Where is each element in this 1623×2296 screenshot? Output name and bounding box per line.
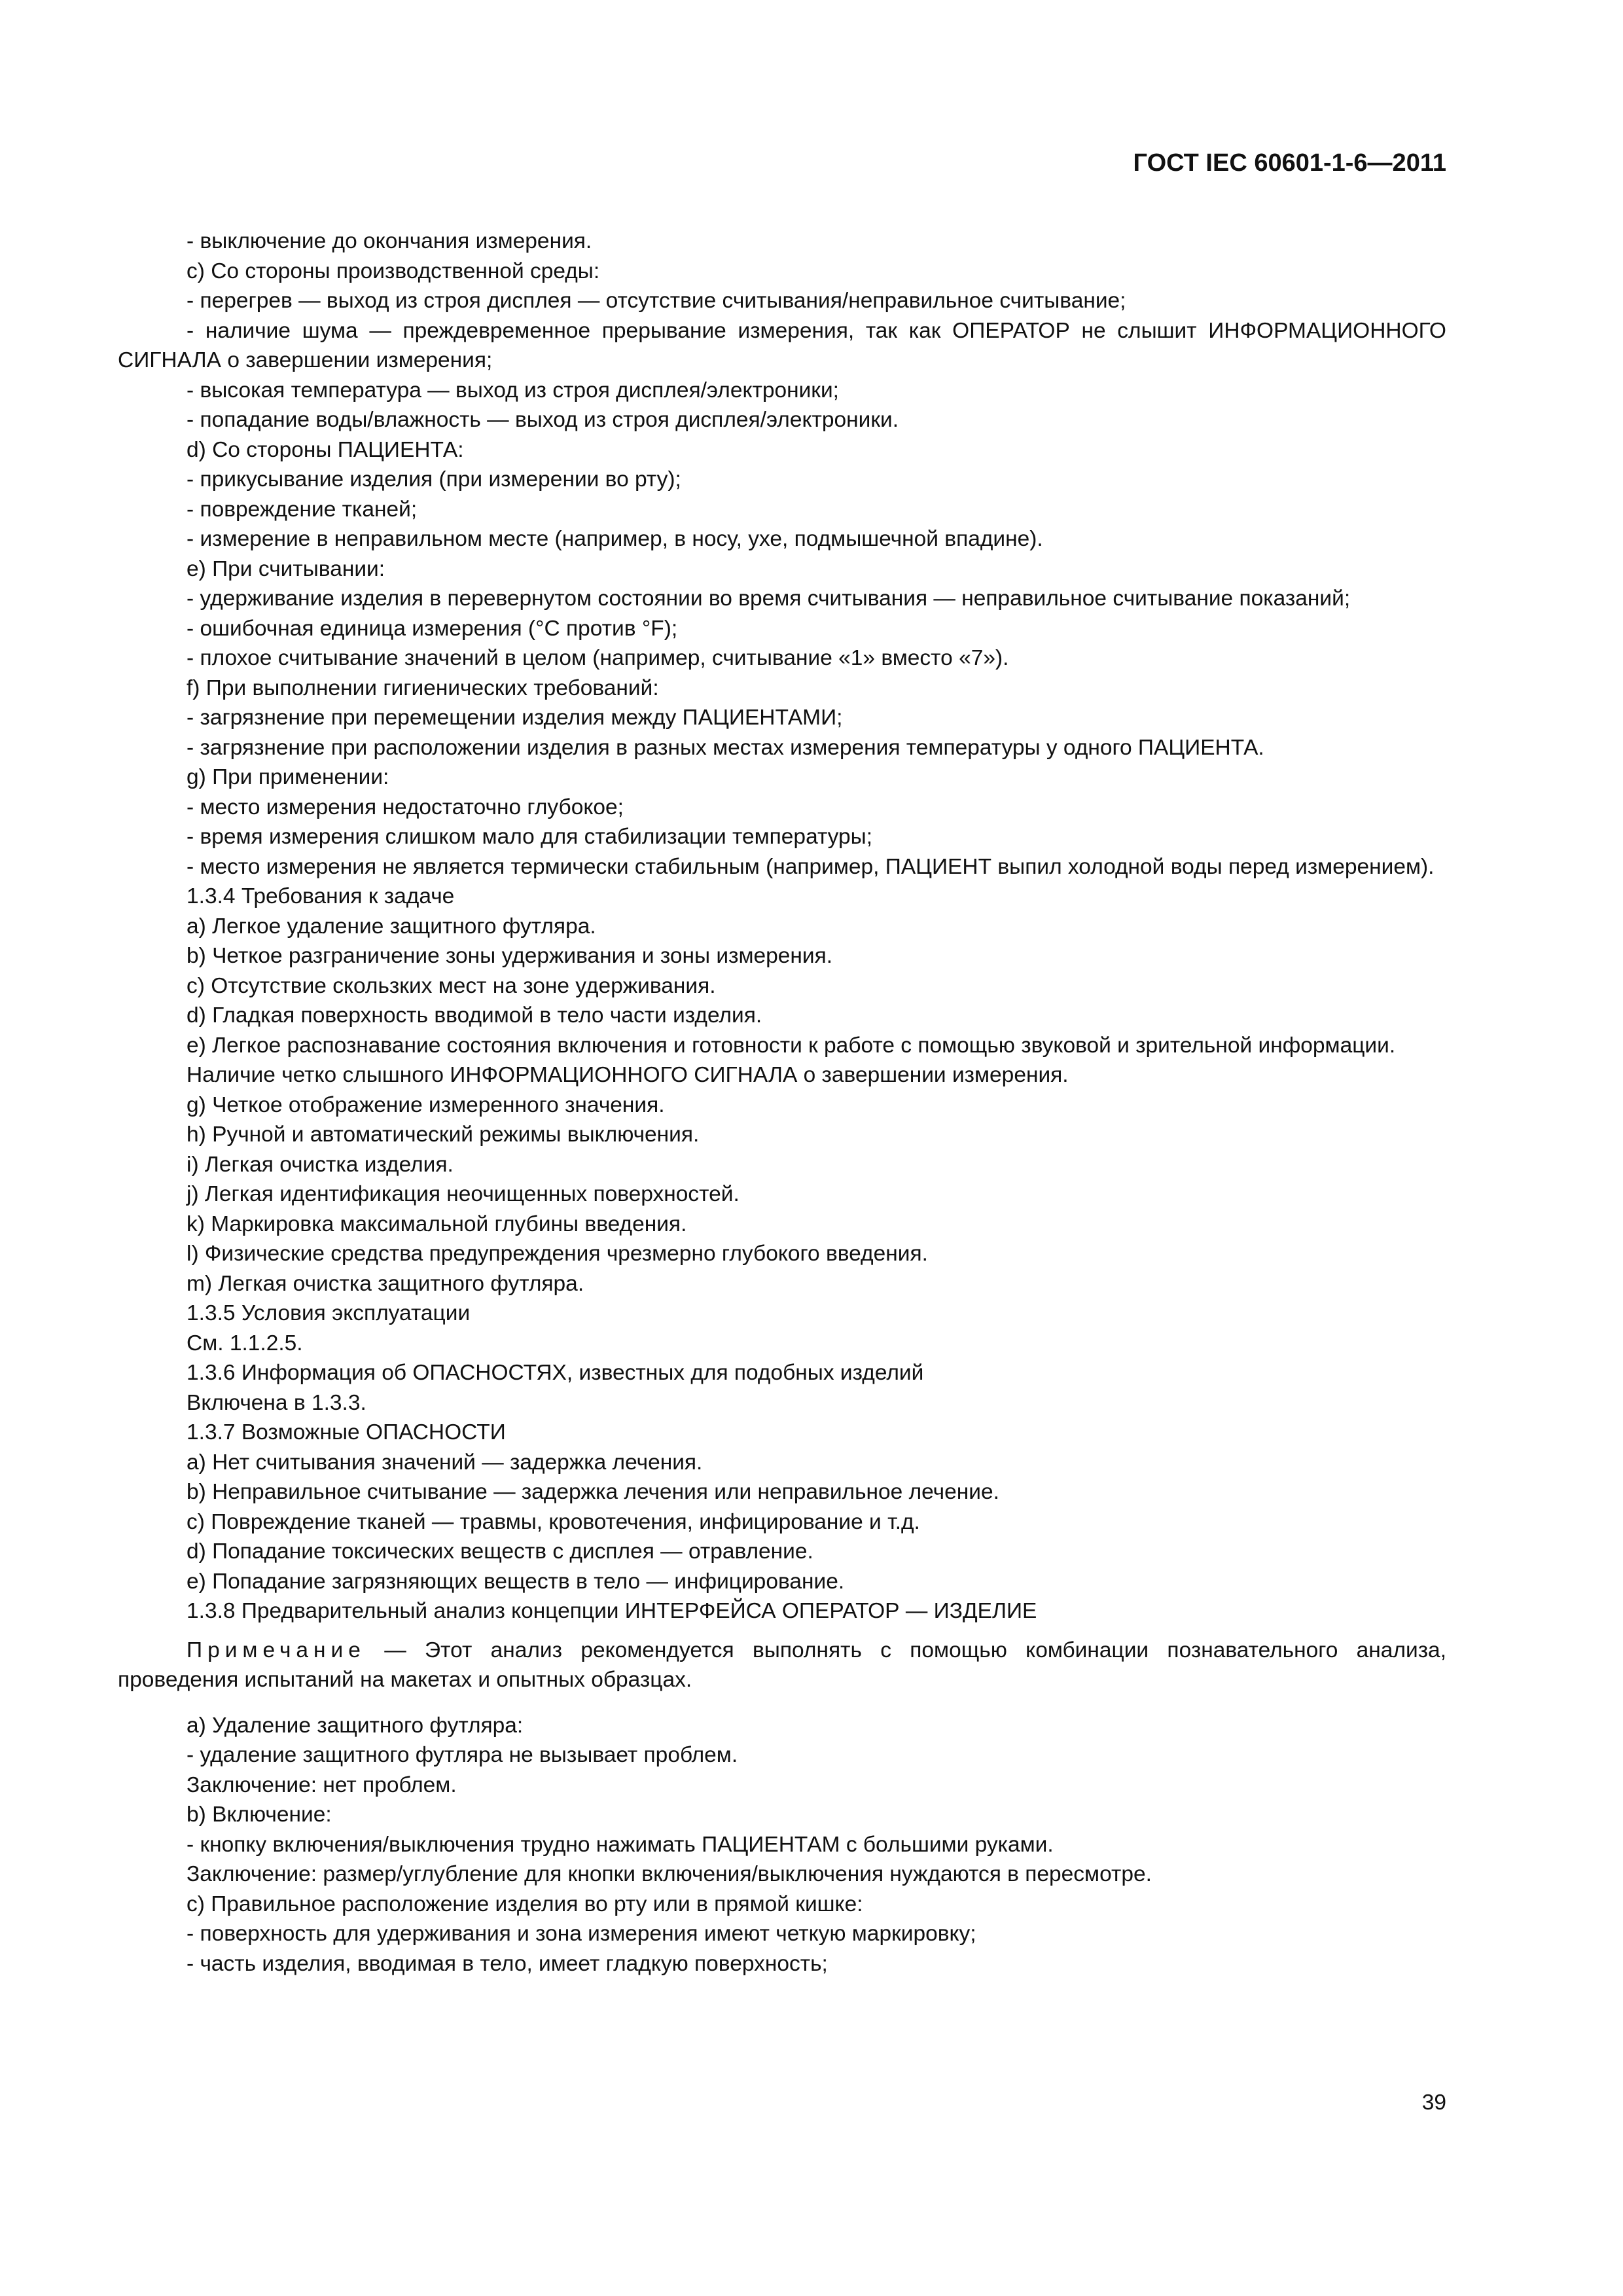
text-line: - выключение до окончания измерения.	[187, 229, 592, 253]
text-line: - поверхность для удерживания и зона измерения имеют четкую маркировку;	[187, 1922, 976, 1946]
text-line: c) Со стороны производственной среды:	[187, 259, 600, 283]
text-line: Наличие четко слышного ИНФОРМАЦИОННОГО СИГНАЛА о завершении измерения.	[187, 1063, 1069, 1087]
text-line: c) Отсутствие скользких мест на зоне удерживания.	[187, 973, 716, 998]
text-paragraph: - наличие шума — преждевременное прерывание измерения, так как ОПЕРАТОР не слышит ИНФОРМАЦИОННОГО СИГНАЛА о завершении измерения;	[118, 318, 1446, 372]
text-line: l) Физические средства предупреждения чрезмерно глубокого введения.	[187, 1242, 928, 1266]
text-line: a) Удаление защитного футляра:	[187, 1713, 524, 1738]
text-line: - время измерения слишком мало для стабилизации температуры;	[187, 825, 873, 849]
text-line: Заключение: нет проблем.	[187, 1772, 457, 1797]
text-line: b) Включение:	[187, 1803, 332, 1827]
text-line: f) При выполнении гигиенических требований:	[187, 675, 659, 700]
text-line: - загрязнение при перемещении изделия между ПАЦИЕНТАМИ;	[187, 706, 843, 730]
text-line: d) Гладкая поверхность вводимой в тело части изделия.	[187, 1003, 762, 1028]
section-heading: 1.3.8 Предварительный анализ концепции ИНТЕРФЕЙСА ОПЕРАТОР — ИЗДЕЛИЕ	[187, 1599, 1037, 1623]
text-line: - плохое считывание значений в целом (например, считывание «1» вместо «7»).	[187, 646, 1009, 670]
note-text: — Этот анализ рекомендуется выполнять с помощью комбинации познавательного анализа, проведения испытаний на макетах и опытных образцах.	[118, 1638, 1446, 1692]
text-line: Включена в 1.3.3.	[187, 1390, 366, 1415]
text-line: - кнопку включения/выключения трудно нажимать ПАЦИЕНТАМ с большими руками.	[187, 1832, 1054, 1857]
text-line: m) Легкая очистка защитного футляра.	[187, 1271, 584, 1296]
text-line: c) Правильное расположение изделия во рту или в прямой кишке:	[187, 1892, 863, 1916]
text-line: g) Четкое отображение измеренного значения.	[187, 1092, 665, 1117]
text-line: - ошибочная единица измерения (°C против °F);	[187, 616, 678, 641]
text-line: h) Ручной и автоматический режимы выключения.	[187, 1122, 700, 1147]
text-line: j) Легкая идентификация неочищенных поверхностей.	[187, 1182, 740, 1206]
text-paragraph: - удерживание изделия в перевернутом состоянии во время считывания — неправильное считывание показаний;	[187, 586, 1351, 611]
page-number: 39	[1421, 2090, 1446, 2115]
text-line: d) Со стороны ПАЦИЕНТА:	[187, 437, 464, 462]
text-line: Заключение: размер/углубление для кнопки включения/выключения нуждаются в пересмотре.	[187, 1862, 1152, 1886]
text-line: - прикусывание изделия (при измерении во рту);	[187, 467, 681, 492]
text-line: a) Нет считывания значений — задержка лечения.	[187, 1450, 703, 1475]
text-line: b) Неправильное считывание — задержка лечения или неправильное лечение.	[187, 1480, 999, 1504]
text-line: c) Повреждение тканей — травмы, кровотечения, инфицирование и т.д.	[187, 1509, 920, 1534]
text-line: i) Легкая очистка изделия.	[187, 1152, 454, 1177]
section-heading: 1.3.6 Информация об ОПАСНОСТЯХ, известных для подобных изделий	[187, 1361, 924, 1385]
text-paragraph: e) Легкое распознавание состояния включения и готовности к работе с помощью звуковой и зрительной информации.	[187, 1033, 1396, 1058]
text-line: e) При считывании:	[187, 556, 385, 581]
text-line: d) Попадание токсических веществ с дисплея — отравление.	[187, 1539, 813, 1564]
section-heading: 1.3.5 Условия эксплуатации	[187, 1301, 471, 1325]
text-line: - повреждение тканей;	[187, 497, 418, 522]
text-line: a) Легкое удаление защитного футляра.	[187, 914, 596, 939]
text-line: - место измерения недостаточно глубокое;	[187, 795, 624, 819]
text-line: e) Попадание загрязняющих веществ в тело — инфицирование.	[187, 1569, 845, 1594]
text-line: - высокая температура — выход из строя дисплея/электроники;	[187, 378, 839, 403]
text-paragraph: - место измерения не является термически стабильным (например, ПАЦИЕНТ выпил холодной воды перед измерением).	[187, 854, 1435, 879]
text-line: k) Маркировка максимальной глубины введения.	[187, 1211, 687, 1236]
document-header: ГОСТ IEC 60601-1-6—2011	[1133, 149, 1446, 177]
note-paragraph	[118, 1636, 1446, 1695]
text-line: - попадание воды/влажность — выход из строя дисплея/электроники.	[187, 408, 899, 432]
section-heading: 1.3.7 Возможные ОПАСНОСТИ	[187, 1420, 506, 1444]
text-line: - загрязнение при расположении изделия в разных местах измерения температуры у одного ПАЦИЕНТА.	[187, 735, 1264, 760]
section-heading: 1.3.4 Требования к задаче	[187, 884, 455, 908]
text-line: См. 1.1.2.5.	[187, 1331, 303, 1355]
text-line: - перегрев — выход из строя дисплея — отсутствие считывания/неправильное считывание;	[187, 289, 1126, 313]
text-line: - часть изделия, вводимая в тело, имеет гладкую поверхность;	[187, 1951, 828, 1976]
document-body	[118, 226, 1446, 1979]
text-line: b) Четкое разграничение зоны удерживания и зоны измерения.	[187, 944, 833, 968]
note-label: Примечание	[187, 1638, 366, 1662]
text-line: g) При применении:	[187, 765, 389, 789]
text-line: - измерение в неправильном месте (например, в носу, ухе, подмышечной впадине).	[187, 527, 1043, 551]
text-line: - удаление защитного футляра не вызывает проблем.	[187, 1743, 738, 1767]
